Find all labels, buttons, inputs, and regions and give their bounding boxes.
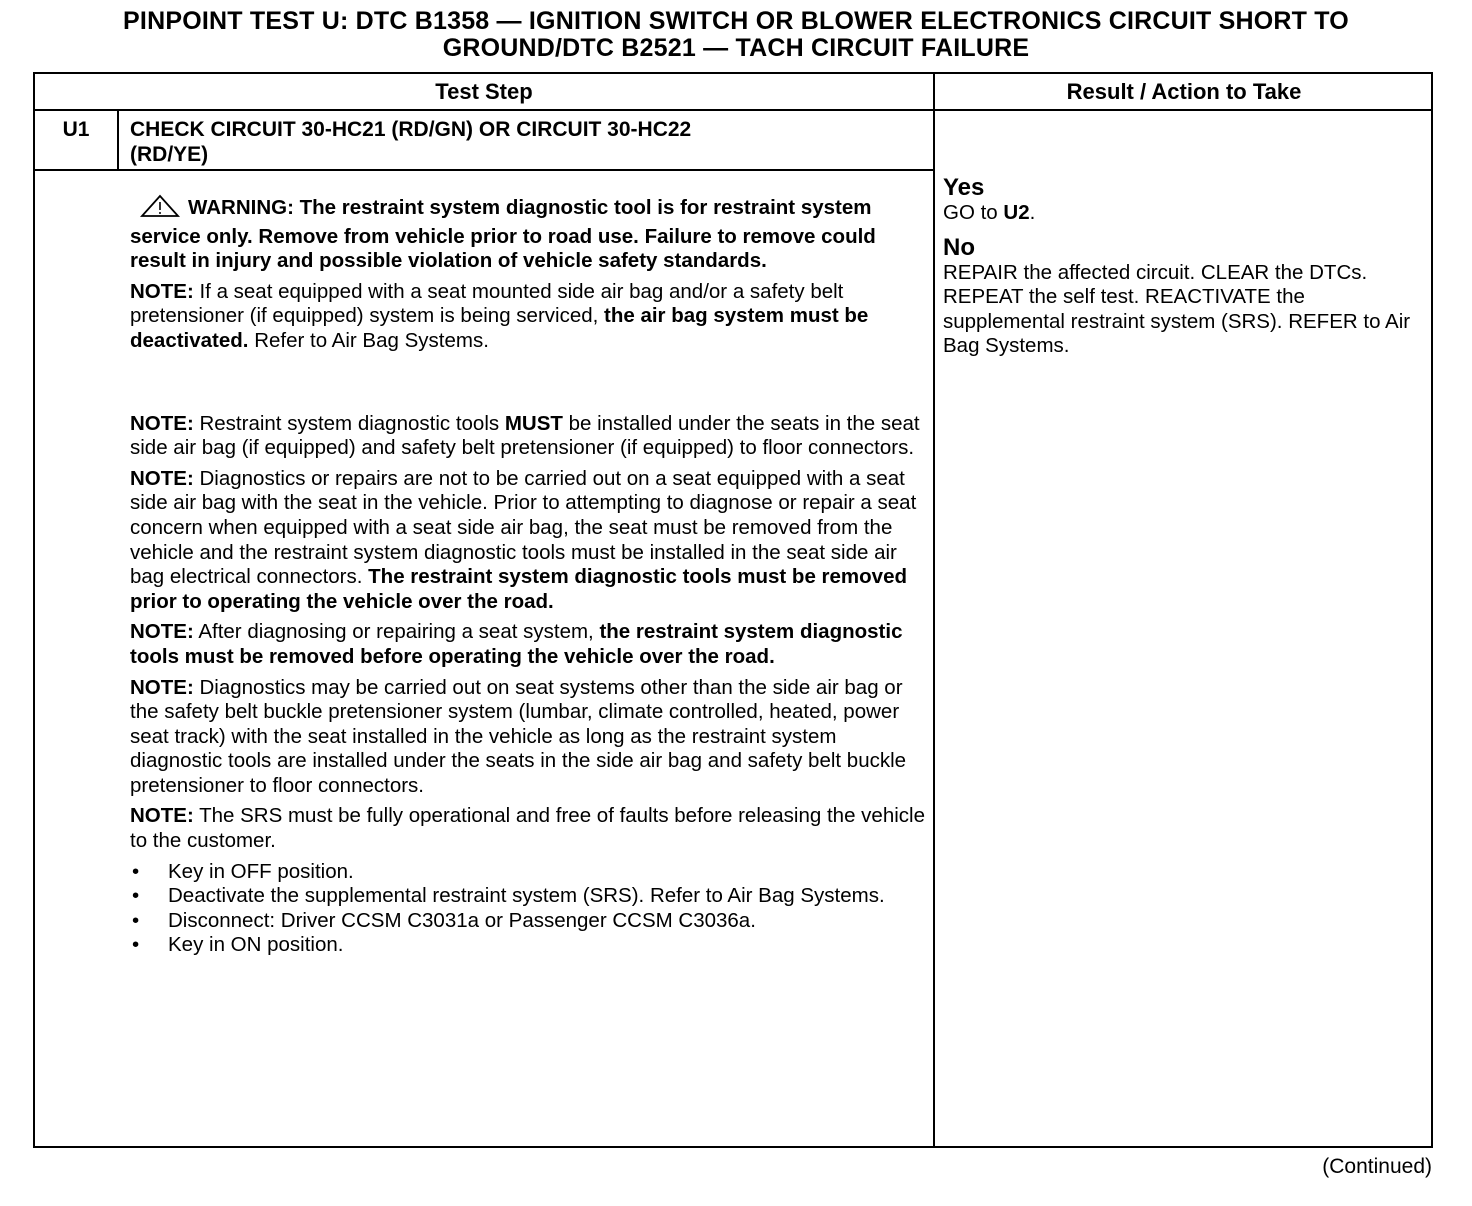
note-5: [130, 676, 925, 799]
note-text: Diagnostics may be carried out on seat systems other than the side air bag or the safety belt buckle pretensioner system (lumbar, climate controlled, heated, power seat track) with the seat installed in the vehicle as long as the restraint system diagnostic tools are installed under the seats in the side air bag and safety belt buckle pretensioner to floor connectors.: [130, 675, 907, 797]
yes-action: [943, 201, 1428, 226]
note-3: [130, 467, 925, 615]
title-line-2: GROUND/DTC B2521 — TACH CIRCUIT FAILURE: [442, 34, 1030, 62]
yes-target-step: U2: [1003, 201, 1030, 224]
note-6: [130, 804, 925, 853]
list-item: • Key in ON position.: [130, 933, 925, 958]
result-content: [943, 174, 1428, 359]
note-text: After diagnosing or repairing a seat system,: [193, 620, 600, 644]
yes-text-end: .: [1029, 201, 1036, 224]
step-id-divider: [117, 110, 119, 170]
title-line-1: PINPOINT TEST U: DTC B1358 — IGNITION SWITCH OR BLOWER ELECTRONICS CIRCUIT SHORT TO: [123, 7, 1349, 35]
note-2: [130, 412, 925, 461]
page-title: [20, 8, 1452, 62]
note-text: be installed under the seats in the seat side air bag (if equipped) and safety belt pretensioner (if equipped) to floor connectors.: [130, 411, 920, 460]
note-text: Diagnostics or repairs are not to be carried out on a seat equipped with a seat side air bag with the seat in the vehicle. Prior to attempting to diagnose or repair a seat concern when equipped with a seat side air bag, the seat must be removed from the vehicle and the restraint system diagnostic tools must be installed in the seat side air bag electrical connectors.: [130, 466, 917, 589]
column-divider: [933, 74, 935, 1146]
step-id: U1: [62, 118, 90, 141]
warning-triangle-icon: [140, 194, 180, 225]
note-text: Restraint system diagnostic tools: [193, 411, 505, 435]
continued-label: (Continued): [1322, 1155, 1432, 1178]
step-title-line-1: CHECK CIRCUIT 30-HC21 (RD/GN) OR CIRCUIT 30-HC22: [130, 118, 692, 141]
note-bold-text: the restraint system diagnostic tools must be removed before operating the vehicle over the road.: [130, 620, 903, 668]
warning-text: WARNING: The restraint system diagnostic tool is for restraint system service only. Remove from vehicle prior to road use. Failure to remove could result in injury and possible violation of vehicle safety standards.: [130, 196, 876, 273]
header-test-step: Test Step: [435, 79, 533, 104]
yes-label: Yes: [943, 174, 985, 201]
spacer: [130, 360, 925, 412]
header-divider: [35, 109, 1431, 111]
test-step-content: [130, 194, 925, 958]
list-item: • Key in OFF position.: [130, 860, 925, 885]
note-label: NOTE:: [130, 675, 194, 699]
note-4: [130, 620, 925, 669]
yes-text: GO to: [943, 201, 1004, 224]
note-1: [130, 280, 925, 354]
list-item: • Deactivate the supplemental restraint system (SRS). Refer to Air Bag Systems.: [130, 884, 925, 909]
note-label: NOTE:: [130, 411, 194, 435]
step-title-divider: [35, 169, 933, 171]
note-bold-text: The restraint system diagnostic tools must be removed prior to operating the vehicle over the road.: [130, 565, 907, 613]
note-text: If a seat equipped with a seat mounted side air bag and/or a safety belt pretensioner (if equipped) system is being serviced,: [130, 279, 844, 328]
no-action: REPAIR the affected circuit. CLEAR the DTCs. REPEAT the self test. REACTIVATE the supplemental restraint system (SRS). REFER to Air Bag Systems.: [943, 260, 1411, 358]
no-label: No: [943, 233, 975, 261]
note-label: NOTE:: [130, 804, 194, 828]
note-text: Refer to Air Bag Systems.: [248, 328, 489, 352]
note-label: NOTE:: [130, 279, 194, 303]
note-bold-text: MUST: [504, 411, 563, 435]
pinpoint-test-table: [33, 72, 1433, 1148]
list-item: • Disconnect: Driver CCSM C3031a or Passenger CCSM C3036a.: [130, 909, 925, 934]
note-bold-text: the air bag system must be deactivated.: [130, 304, 869, 352]
header-result: Result / Action to Take: [1066, 79, 1302, 104]
note-text: The SRS must be fully operational and free of faults before releasing the vehicle to the customer.: [130, 804, 925, 853]
step-actions-list: [130, 860, 925, 958]
note-label: NOTE:: [130, 620, 194, 644]
warning-paragraph: [130, 194, 925, 274]
step-title: [130, 117, 920, 167]
step-title-line-2: (RD/YE): [130, 143, 209, 166]
note-label: NOTE:: [130, 466, 194, 490]
